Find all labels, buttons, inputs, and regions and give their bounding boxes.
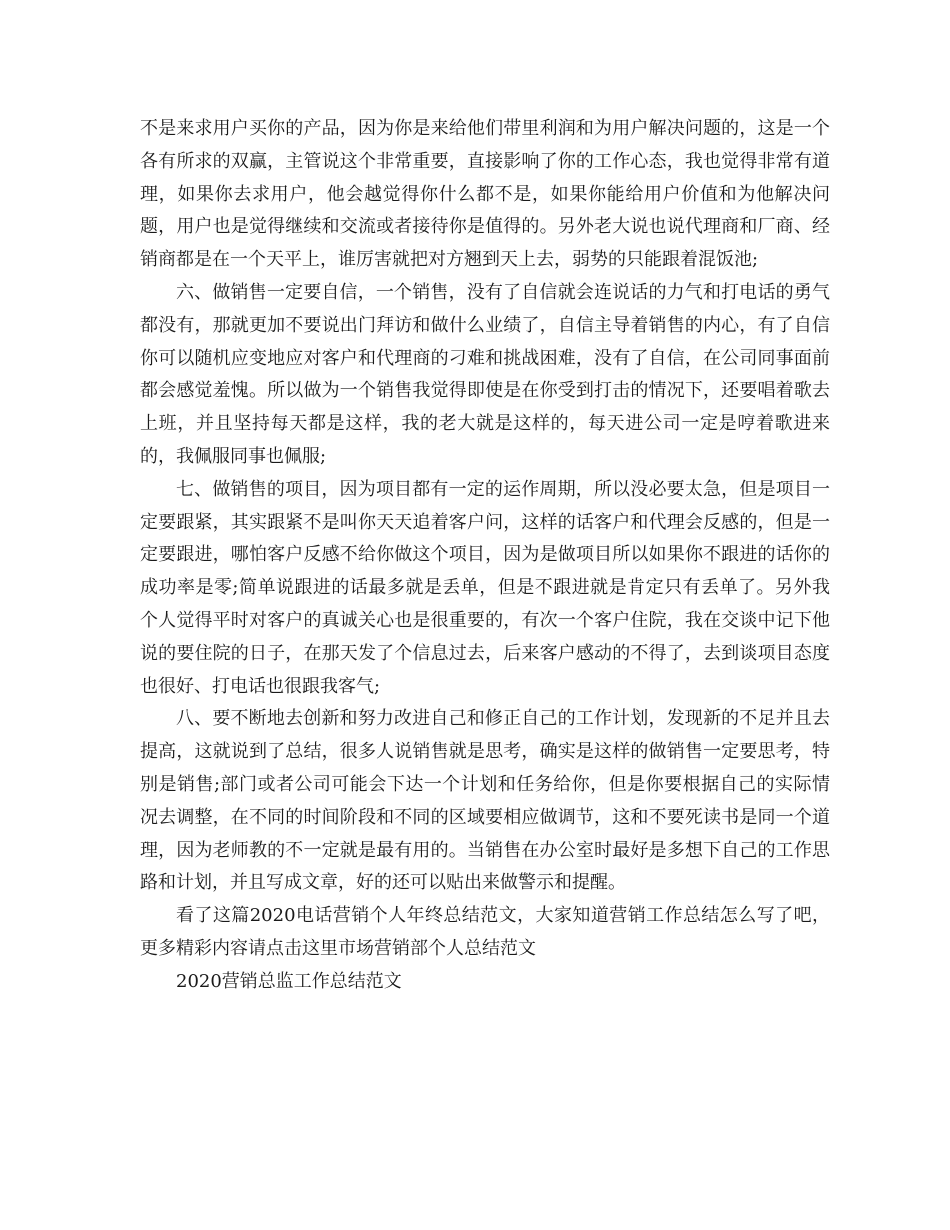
paragraph-continuation: 不是来求用户买你的产品，因为你是来给他们带里利润和为用户解决问题的，这是一个各有所求的双赢，主管说这个非常重要，直接影响了你的工作心态，我也觉得非常有道理，如果你去求用户，他会越觉得你什么都不是，如果你能给用户价值和为他解决问题，用户也是觉得继续和交流或者接待你是值得的。另外老大说也说代理商和厂商、经销商都是在一个天平上，谁厉害就把对方翘到天上去，弱势的只能跟着混饭池; (140, 118, 830, 271)
paragraph-eight: 八、要不断地去创新和努力改进自己和修正自己的工作计划，发现新的不足并且去提高，这就说到了总结，很多人说销售就是思考，确实是这样的做销售一定要思考，特别是销售;部门或者公司可能会下达一个计划和任务给你，但是你要根据自己的实际情况去调整，在不同的时间阶段和不同的区域要相应做调节，这和不要死读书是同一个道理，因为老师教的不一定就是最有用的。当销售在办公室时最好是多想下自己的工作思路和计划，并且写成文章，好的还可以贴出来做警示和提醒。 (140, 708, 830, 894)
paragraph-closing: 看了这篇2020电话营销个人年终总结范文，大家知道营销工作总结怎么写了吧，更多精彩内容请点击这里市场营销部个人总结范文 (140, 905, 830, 959)
related-article-link[interactable]: 2020营销总监工作总结范文 (176, 970, 402, 992)
paragraph-seven: 七、做销售的项目，因为项目都有一定的运作周期，所以没必要太急，但是项目一定要跟紧，其实跟紧不是叫你天天追着客户问，这样的话客户和代理会反感的，但是一定要跟进，哪怕客户反感不给你做这个项目，因为是做项目所以如果你不跟进的话你的成功率是零;简单说跟进的话最多就是丢单，但是不跟进就是肯定只有丢单了。另外我个人觉得平时对客户的真诚关心也是很重要的，有次一个客户住院，我在交谈中记下他说的要住院的日子，在那天发了个信息过去，后来客户感动的不得了，去到谈项目态度也很好、打电话也很跟我客气; (140, 478, 830, 697)
paragraph-six: 六、做销售一定要自信，一个销售，没有了自信就会连说话的力气和打电话的勇气都没有，那就更加不要说出门拜访和做什么业绩了，自信主导着销售的内心，有了自信你可以随机应变地应对客户和代理商的刁难和挑战困难，没有了自信，在公司同事面前都会感觉羞愧。所以做为一个销售我觉得即使是在你受到打击的情况下，还要唱着歌去上班，并且坚持每天都是这样，我的老大就是这样的，每天进公司一定是哼着歌进来的，我佩服同事也佩服; (140, 281, 830, 467)
document-page (140, 113, 830, 999)
